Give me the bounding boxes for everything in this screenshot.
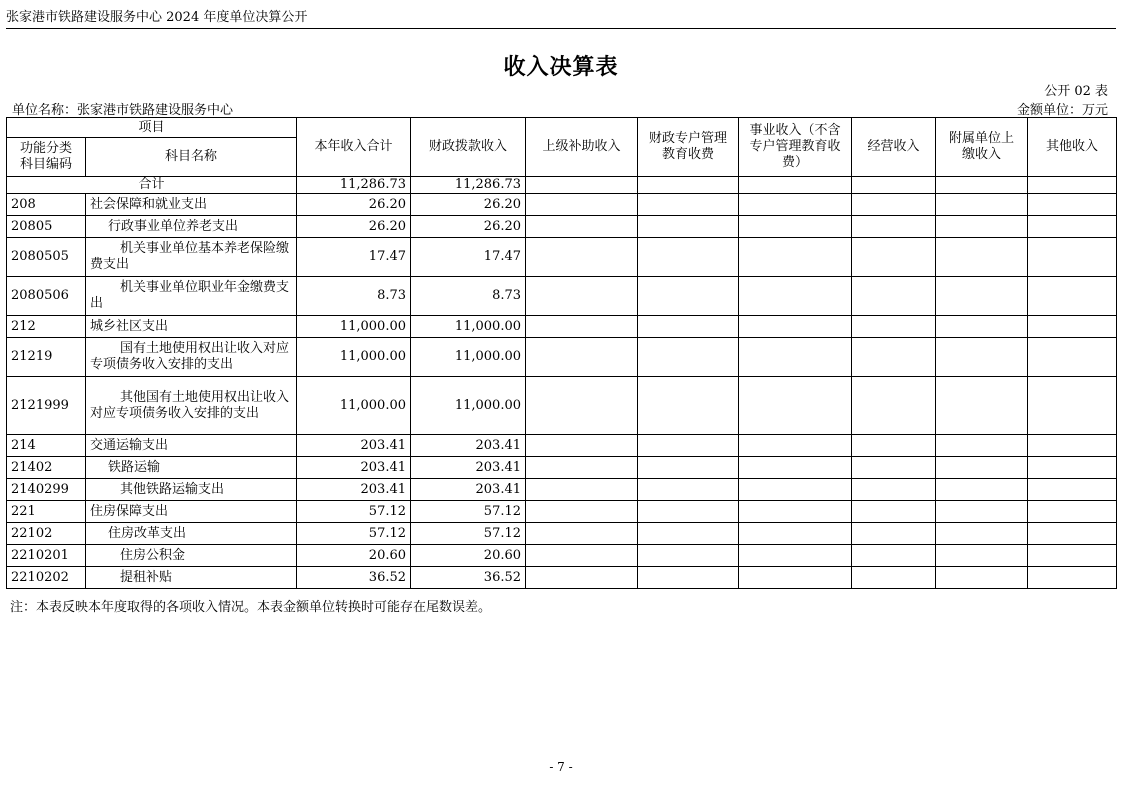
code-cell: 20805 (7, 216, 86, 238)
empty-cell (1028, 501, 1117, 523)
code-cell: 21402 (7, 457, 86, 479)
total-cell: 17.47 (297, 238, 411, 277)
empty-cell (739, 501, 852, 523)
empty-cell (739, 435, 852, 457)
unit-name: 单位名称：张家港市铁路建设服务中心 (12, 103, 234, 118)
total-cell: 203.41 (297, 435, 411, 457)
total-income-cell: 11,286.73 (297, 177, 411, 194)
empty-cell (638, 177, 739, 194)
empty-cell (1028, 377, 1117, 435)
code-cell: 2080505 (7, 238, 86, 277)
fiscal-cell: 57.12 (411, 523, 526, 545)
code-cell: 2140299 (7, 479, 86, 501)
empty-cell (739, 238, 852, 277)
name-cell: 住房改革支出 (86, 523, 297, 545)
empty-cell (1028, 545, 1117, 567)
fiscal-cell: 17.47 (411, 238, 526, 277)
empty-cell (739, 377, 852, 435)
empty-cell (1028, 457, 1117, 479)
fiscal-cell: 26.20 (411, 216, 526, 238)
empty-cell (852, 377, 936, 435)
empty-cell (739, 567, 852, 589)
name-cell: 城乡社区支出 (86, 316, 297, 338)
fiscal-cell: 57.12 (411, 501, 526, 523)
empty-cell (852, 501, 936, 523)
header-total: 本年收入合计 (297, 118, 411, 177)
empty-cell (739, 177, 852, 194)
empty-cell (739, 277, 852, 316)
table-row (7, 479, 1117, 501)
fiscal-cell: 11,000.00 (411, 316, 526, 338)
empty-cell (739, 216, 852, 238)
total-cell: 26.20 (297, 216, 411, 238)
empty-cell (638, 479, 739, 501)
total-cell: 203.41 (297, 457, 411, 479)
empty-cell (739, 457, 852, 479)
page-number: - 7 - (549, 760, 573, 774)
fiscal-cell: 8.73 (411, 277, 526, 316)
empty-cell (1028, 194, 1117, 216)
name-cell: 国有土地使用权出让收入对应专项债务收入安排的支出 (86, 338, 297, 377)
empty-cell (526, 479, 638, 501)
header-divider (6, 28, 1116, 29)
total-cell: 11,000.00 (297, 377, 411, 435)
empty-cell (936, 194, 1028, 216)
code-cell: 2210201 (7, 545, 86, 567)
empty-cell (526, 377, 638, 435)
empty-cell (739, 338, 852, 377)
table-row (7, 435, 1117, 457)
code-cell: 21219 (7, 338, 86, 377)
table-row (7, 545, 1117, 567)
fiscal-cell: 203.41 (411, 457, 526, 479)
table-row (7, 238, 1117, 277)
total-cell: 20.60 (297, 545, 411, 567)
name-cell: 其他铁路运输支出 (86, 479, 297, 501)
name-cell: 社会保障和就业支出 (86, 194, 297, 216)
empty-cell (1028, 338, 1117, 377)
empty-cell (739, 316, 852, 338)
empty-cell (739, 545, 852, 567)
empty-cell (526, 194, 638, 216)
header-item: 项目 (7, 118, 297, 138)
empty-cell (739, 523, 852, 545)
table-row (7, 523, 1117, 545)
name-cell: 机关事业单位基本养老保险缴费支出 (86, 238, 297, 277)
empty-cell (526, 216, 638, 238)
name-cell: 交通运输支出 (86, 435, 297, 457)
empty-cell (1028, 216, 1117, 238)
empty-cell (936, 238, 1028, 277)
empty-cell (638, 216, 739, 238)
table-row (7, 501, 1117, 523)
name-cell: 住房公积金 (86, 545, 297, 567)
fiscal-cell: 203.41 (411, 435, 526, 457)
empty-cell (638, 457, 739, 479)
total-cell: 36.52 (297, 567, 411, 589)
empty-cell (936, 316, 1028, 338)
fiscal-cell: 36.52 (411, 567, 526, 589)
header-name: 科目名称 (86, 138, 297, 177)
empty-cell (526, 238, 638, 277)
code-cell: 2210202 (7, 567, 86, 589)
empty-cell (936, 277, 1028, 316)
table-row (7, 194, 1117, 216)
total-cell: 8.73 (297, 277, 411, 316)
total-cell: 11,000.00 (297, 316, 411, 338)
code-cell: 208 (7, 194, 86, 216)
table-row (7, 457, 1117, 479)
table-row (7, 316, 1117, 338)
page-title: 收入决算表 (503, 55, 619, 80)
code-cell: 2121999 (7, 377, 86, 435)
empty-cell (852, 238, 936, 277)
empty-cell (638, 377, 739, 435)
fiscal-cell: 26.20 (411, 194, 526, 216)
empty-cell (936, 567, 1028, 589)
empty-cell (852, 194, 936, 216)
empty-cell (526, 177, 638, 194)
document-header-title: 张家港市铁路建设服务中心 2024 年度单位决算公开 (6, 10, 308, 25)
empty-cell (638, 545, 739, 567)
empty-cell (1028, 479, 1117, 501)
empty-cell (936, 216, 1028, 238)
empty-cell (936, 177, 1028, 194)
empty-cell (852, 435, 936, 457)
empty-cell (638, 435, 739, 457)
header-superior: 上级补助收入 (526, 118, 638, 177)
empty-cell (638, 567, 739, 589)
header-operating: 经营收入 (852, 118, 936, 177)
table-note: 注：本表反映本年度取得的各项收入情况。本表金额单位转换时可能存在尾数误差。 (10, 600, 492, 615)
total-row (7, 177, 1117, 194)
fiscal-cell: 11,000.00 (411, 338, 526, 377)
total-cell: 57.12 (297, 501, 411, 523)
name-cell: 住房保障支出 (86, 501, 297, 523)
empty-cell (526, 316, 638, 338)
header-business: 事业收入（不含专户管理教育收费） (739, 118, 852, 177)
table-row (7, 277, 1117, 316)
empty-cell (852, 523, 936, 545)
empty-cell (852, 567, 936, 589)
fiscal-cell: 20.60 (411, 545, 526, 567)
header-code: 功能分类科目编码 (7, 138, 86, 177)
empty-cell (526, 567, 638, 589)
name-cell: 机关事业单位职业年金缴费支出 (86, 277, 297, 316)
empty-cell (638, 194, 739, 216)
empty-cell (852, 479, 936, 501)
empty-cell (638, 338, 739, 377)
empty-cell (739, 479, 852, 501)
fiscal-cell: 11,000.00 (411, 377, 526, 435)
empty-cell (526, 501, 638, 523)
empty-cell (852, 216, 936, 238)
empty-cell (936, 501, 1028, 523)
header-other: 其他收入 (1028, 118, 1117, 177)
amount-unit: 金额单位：万元 (1016, 103, 1108, 118)
empty-cell (852, 277, 936, 316)
empty-cell (1028, 567, 1117, 589)
total-cell: 57.12 (297, 523, 411, 545)
income-table (6, 117, 1117, 589)
fiscal-cell: 203.41 (411, 479, 526, 501)
empty-cell (1028, 523, 1117, 545)
empty-cell (1028, 238, 1117, 277)
table-row (7, 216, 1117, 238)
header-fiscal: 财政拨款收入 (411, 118, 526, 177)
empty-cell (936, 338, 1028, 377)
empty-cell (1028, 435, 1117, 457)
code-cell: 212 (7, 316, 86, 338)
header-affiliated: 附属单位上缴收入 (936, 118, 1028, 177)
total-cell: 203.41 (297, 479, 411, 501)
code-cell: 22102 (7, 523, 86, 545)
empty-cell (852, 177, 936, 194)
empty-cell (852, 338, 936, 377)
code-cell: 214 (7, 435, 86, 457)
table-row (7, 567, 1117, 589)
empty-cell (936, 523, 1028, 545)
empty-cell (526, 523, 638, 545)
empty-cell (526, 545, 638, 567)
code-cell: 221 (7, 501, 86, 523)
table-row (7, 338, 1117, 377)
empty-cell (936, 435, 1028, 457)
empty-cell (1028, 277, 1117, 316)
empty-cell (1028, 316, 1117, 338)
name-cell: 其他国有土地使用权出让收入对应专项债务收入安排的支出 (86, 377, 297, 435)
empty-cell (936, 479, 1028, 501)
empty-cell (936, 377, 1028, 435)
empty-cell (936, 545, 1028, 567)
table-row (7, 377, 1117, 435)
empty-cell (739, 194, 852, 216)
empty-cell (936, 457, 1028, 479)
total-cell: 26.20 (297, 194, 411, 216)
empty-cell (852, 545, 936, 567)
empty-cell (638, 501, 739, 523)
empty-cell (638, 277, 739, 316)
name-cell: 铁路运输 (86, 457, 297, 479)
name-cell: 提租补贴 (86, 567, 297, 589)
empty-cell (638, 316, 739, 338)
empty-cell (526, 338, 638, 377)
empty-cell (526, 277, 638, 316)
empty-cell (1028, 177, 1117, 194)
table-number: 公开 02 表 (1044, 84, 1108, 99)
total-fiscal-cell: 11,286.73 (411, 177, 526, 194)
empty-cell (638, 523, 739, 545)
total-label: 合计 (7, 177, 297, 194)
header-edu: 财政专户管理教育收费 (638, 118, 739, 177)
empty-cell (526, 457, 638, 479)
empty-cell (526, 435, 638, 457)
empty-cell (852, 457, 936, 479)
name-cell: 行政事业单位养老支出 (86, 216, 297, 238)
empty-cell (852, 316, 936, 338)
total-cell: 11,000.00 (297, 338, 411, 377)
code-cell: 2080506 (7, 277, 86, 316)
empty-cell (638, 238, 739, 277)
